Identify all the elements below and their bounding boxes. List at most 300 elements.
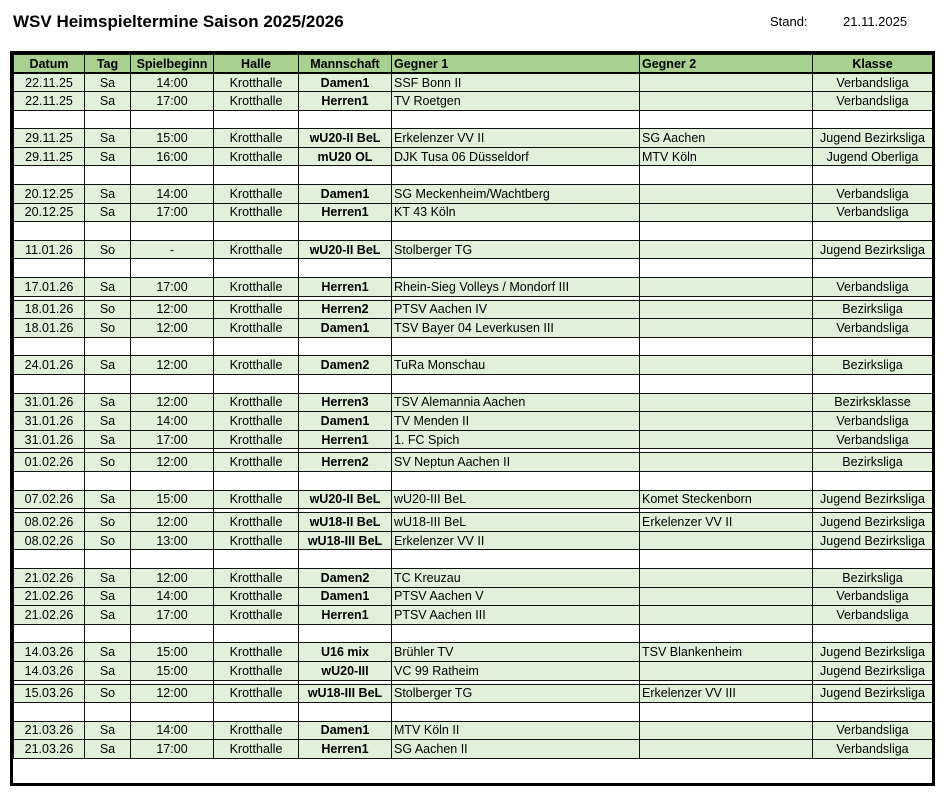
empty-cell: [214, 259, 299, 278]
empty-cell: [640, 259, 813, 278]
page-title: WSV Heimspieltermine Saison 2025/2026: [13, 12, 344, 31]
cell-tag: Sa: [85, 393, 131, 412]
cell-gegner2: [640, 412, 813, 431]
cell-gegner2: [640, 531, 813, 550]
cell-datum: 21.02.26: [14, 587, 85, 606]
cell-halle: Krotthalle: [214, 278, 299, 297]
cell-gegner2: Erkelenzer VV III: [640, 684, 813, 703]
table-row: [14, 278, 933, 297]
cell-tag: Sa: [85, 643, 131, 662]
empty-cell: [131, 259, 214, 278]
cell-gegner2: [640, 185, 813, 204]
table-row: [14, 92, 933, 111]
cell-tag: Sa: [85, 73, 131, 92]
cell-spielbeginn: 17:00: [131, 606, 214, 625]
cell-gegner2: [640, 356, 813, 375]
empty-cell: [85, 703, 131, 722]
cell-gegner1: Erkelenzer VV II: [392, 531, 640, 550]
cell-mannschaft: Damen1: [299, 721, 392, 740]
empty-cell: [14, 471, 85, 490]
empty-cell: [85, 550, 131, 569]
table-row: [14, 721, 933, 740]
cell-halle: Krotthalle: [214, 356, 299, 375]
cell-gegner1: wU18-III BeL: [392, 513, 640, 532]
empty-cell: [813, 110, 933, 129]
empty-cell: [640, 375, 813, 394]
table-row: [14, 643, 933, 662]
empty-cell: [299, 337, 392, 356]
cell-klasse: Bezirksliga: [813, 300, 933, 319]
cell-klasse: Verbandsliga: [813, 740, 933, 759]
empty-cell: [14, 624, 85, 643]
cell-gegner2: [640, 319, 813, 338]
empty-cell: [214, 110, 299, 129]
cell-klasse: Verbandsliga: [813, 203, 933, 222]
stand-date: 21.11.2025: [843, 14, 908, 29]
table-row: [14, 430, 933, 449]
cell-klasse: Verbandsliga: [813, 278, 933, 297]
cell-halle: Krotthalle: [214, 661, 299, 680]
table-row: [14, 300, 933, 319]
cell-spielbeginn: 16:00: [131, 147, 214, 166]
empty-cell: [14, 222, 85, 241]
cell-datum: 17.01.26: [14, 278, 85, 297]
table-row: [14, 740, 933, 759]
table-row: [14, 661, 933, 680]
empty-cell: [392, 166, 640, 185]
empty-cell: [131, 471, 214, 490]
empty-cell: [813, 259, 933, 278]
cell-datum: 07.02.26: [14, 490, 85, 509]
cell-klasse: Jugend Bezirksliga: [813, 129, 933, 148]
cell-mannschaft: wU20-II BeL: [299, 129, 392, 148]
empty-cell: [640, 471, 813, 490]
table-row: [14, 453, 933, 472]
cell-mannschaft: Damen1: [299, 185, 392, 204]
cell-mannschaft: wU20-II BeL: [299, 490, 392, 509]
cell-mannschaft: wU20-III: [299, 661, 392, 680]
cell-halle: Krotthalle: [214, 73, 299, 92]
cell-halle: Krotthalle: [214, 684, 299, 703]
empty-cell: [131, 375, 214, 394]
empty-cell: [640, 110, 813, 129]
cell-datum: 08.02.26: [14, 531, 85, 550]
cell-tag: Sa: [85, 721, 131, 740]
cell-mannschaft: Damen1: [299, 587, 392, 606]
cell-spielbeginn: 12:00: [131, 453, 214, 472]
cell-klasse: Verbandsliga: [813, 185, 933, 204]
empty-cell: [85, 166, 131, 185]
cell-datum: 01.02.26: [14, 453, 85, 472]
cell-halle: Krotthalle: [214, 587, 299, 606]
cell-mannschaft: Herren1: [299, 606, 392, 625]
empty-cell: [640, 703, 813, 722]
empty-cell: [85, 337, 131, 356]
cell-gegner1: KT 43 Köln: [392, 203, 640, 222]
separator-row: [14, 471, 933, 490]
cell-gegner1: SSF Bonn II: [392, 73, 640, 92]
cell-klasse: Verbandsliga: [813, 73, 933, 92]
cell-mannschaft: Damen1: [299, 319, 392, 338]
empty-cell: [85, 222, 131, 241]
cell-gegner1: TSV Bayer 04 Leverkusen III: [392, 319, 640, 338]
cell-mannschaft: Damen2: [299, 568, 392, 587]
col-header-tag: Tag: [85, 55, 131, 74]
separator-row: [14, 166, 933, 185]
empty-cell: [131, 703, 214, 722]
cell-datum: 14.03.26: [14, 661, 85, 680]
cell-halle: Krotthalle: [214, 147, 299, 166]
empty-cell: [299, 222, 392, 241]
cell-spielbeginn: 17:00: [131, 203, 214, 222]
cell-spielbeginn: 15:00: [131, 490, 214, 509]
cell-halle: Krotthalle: [214, 513, 299, 532]
cell-spielbeginn: 15:00: [131, 129, 214, 148]
cell-tag: Sa: [85, 129, 131, 148]
empty-cell: [640, 337, 813, 356]
cell-datum: 15.03.26: [14, 684, 85, 703]
cell-gegner1: SV Neptun Aachen II: [392, 453, 640, 472]
cell-klasse: Verbandsliga: [813, 412, 933, 431]
empty-cell: [14, 259, 85, 278]
empty-cell: [299, 375, 392, 394]
empty-cell: [85, 259, 131, 278]
cell-mannschaft: Herren1: [299, 92, 392, 111]
empty-cell: [131, 110, 214, 129]
empty-cell: [14, 337, 85, 356]
cell-gegner2: MTV Köln: [640, 147, 813, 166]
empty-cell: [392, 703, 640, 722]
cell-gegner1: PTSV Aachen III: [392, 606, 640, 625]
cell-spielbeginn: 15:00: [131, 661, 214, 680]
cell-mannschaft: Herren1: [299, 278, 392, 297]
cell-mannschaft: Herren1: [299, 430, 392, 449]
cell-klasse: Jugend Oberliga: [813, 147, 933, 166]
table-row: [14, 587, 933, 606]
cell-gegner1: 1. FC Spich: [392, 430, 640, 449]
table-row: [14, 531, 933, 550]
cell-gegner2: [640, 73, 813, 92]
cell-tag: So: [85, 240, 131, 259]
separator-row: [14, 259, 933, 278]
empty-cell: [131, 222, 214, 241]
cell-spielbeginn: 12:00: [131, 568, 214, 587]
empty-cell: [640, 222, 813, 241]
table-row: [14, 393, 933, 412]
cell-mannschaft: wU20-II BeL: [299, 240, 392, 259]
cell-gegner2: [640, 393, 813, 412]
cell-spielbeginn: 15:00: [131, 643, 214, 662]
empty-cell: [299, 550, 392, 569]
empty-cell: [299, 703, 392, 722]
cell-gegner1: TV Menden II: [392, 412, 640, 431]
table-row: [14, 147, 933, 166]
separator-row: [14, 624, 933, 643]
schedule-table: [13, 54, 933, 759]
cell-tag: Sa: [85, 185, 131, 204]
empty-cell: [392, 259, 640, 278]
cell-tag: So: [85, 531, 131, 550]
cell-halle: Krotthalle: [214, 129, 299, 148]
col-header-mannschaft: Mannschaft: [299, 55, 392, 74]
empty-cell: [214, 375, 299, 394]
cell-halle: Krotthalle: [214, 185, 299, 204]
cell-tag: Sa: [85, 661, 131, 680]
separator-row: [14, 375, 933, 394]
table-row: [14, 412, 933, 431]
table-row: [14, 606, 933, 625]
cell-klasse: Bezirksliga: [813, 453, 933, 472]
cell-spielbeginn: 17:00: [131, 278, 214, 297]
cell-gegner2: [640, 278, 813, 297]
cell-mannschaft: wU18-II BeL: [299, 513, 392, 532]
cell-mannschaft: Damen2: [299, 356, 392, 375]
table-row: [14, 513, 933, 532]
table-row: [14, 203, 933, 222]
col-header-gegner2: Gegner 2: [640, 55, 813, 74]
cell-spielbeginn: 12:00: [131, 319, 214, 338]
cell-gegner2: [640, 740, 813, 759]
empty-cell: [392, 471, 640, 490]
cell-halle: Krotthalle: [214, 721, 299, 740]
cell-tag: Sa: [85, 430, 131, 449]
col-header-halle: Halle: [214, 55, 299, 74]
empty-cell: [299, 471, 392, 490]
cell-gegner1: PTSV Aachen IV: [392, 300, 640, 319]
table-row: [14, 129, 933, 148]
empty-cell: [14, 166, 85, 185]
cell-tag: Sa: [85, 356, 131, 375]
empty-cell: [299, 110, 392, 129]
table-row: [14, 568, 933, 587]
cell-mannschaft: Herren2: [299, 300, 392, 319]
cell-halle: Krotthalle: [214, 319, 299, 338]
table-row: [14, 356, 933, 375]
empty-cell: [299, 624, 392, 643]
cell-gegner2: [640, 606, 813, 625]
empty-cell: [131, 166, 214, 185]
cell-gegner2: Komet Steckenborn: [640, 490, 813, 509]
cell-klasse: Jugend Bezirksliga: [813, 490, 933, 509]
cell-klasse: Jugend Bezirksliga: [813, 531, 933, 550]
empty-cell: [813, 337, 933, 356]
cell-gegner2: [640, 240, 813, 259]
cell-klasse: Bezirksklasse: [813, 393, 933, 412]
cell-spielbeginn: 17:00: [131, 92, 214, 111]
empty-cell: [85, 471, 131, 490]
cell-gegner2: [640, 661, 813, 680]
cell-tag: Sa: [85, 606, 131, 625]
cell-halle: Krotthalle: [214, 453, 299, 472]
cell-gegner1: MTV Köln II: [392, 721, 640, 740]
cell-datum: 21.03.26: [14, 740, 85, 759]
cell-datum: 31.01.26: [14, 430, 85, 449]
empty-cell: [214, 166, 299, 185]
cell-halle: Krotthalle: [214, 92, 299, 111]
cell-spielbeginn: 12:00: [131, 684, 214, 703]
table-row: [14, 490, 933, 509]
cell-gegner2: Erkelenzer VV II: [640, 513, 813, 532]
col-header-datum: Datum: [14, 55, 85, 74]
cell-mannschaft: wU18-III BeL: [299, 684, 392, 703]
cell-spielbeginn: 12:00: [131, 513, 214, 532]
cell-gegner2: [640, 92, 813, 111]
empty-cell: [214, 550, 299, 569]
cell-spielbeginn: 17:00: [131, 740, 214, 759]
cell-gegner1: Brühler TV: [392, 643, 640, 662]
cell-spielbeginn: 14:00: [131, 721, 214, 740]
header-row: [14, 55, 933, 74]
table-row: [14, 73, 933, 92]
cell-halle: Krotthalle: [214, 203, 299, 222]
cell-klasse: Jugend Bezirksliga: [813, 684, 933, 703]
empty-cell: [813, 166, 933, 185]
cell-datum: 29.11.25: [14, 147, 85, 166]
cell-klasse: Jugend Bezirksliga: [813, 240, 933, 259]
empty-cell: [392, 624, 640, 643]
cell-gegner2: [640, 568, 813, 587]
cell-gegner2: [640, 430, 813, 449]
cell-tag: Sa: [85, 587, 131, 606]
cell-datum: 31.01.26: [14, 412, 85, 431]
cell-klasse: Jugend Bezirksliga: [813, 643, 933, 662]
cell-tag: So: [85, 453, 131, 472]
empty-cell: [392, 222, 640, 241]
empty-cell: [14, 375, 85, 394]
empty-cell: [813, 624, 933, 643]
cell-gegner2: [640, 453, 813, 472]
cell-mannschaft: Damen1: [299, 73, 392, 92]
cell-gegner1: SG Meckenheim/Wachtberg: [392, 185, 640, 204]
cell-tag: So: [85, 513, 131, 532]
cell-halle: Krotthalle: [214, 568, 299, 587]
empty-cell: [14, 703, 85, 722]
schedule-sheet: [10, 51, 935, 786]
cell-tag: Sa: [85, 740, 131, 759]
cell-gegner1: Rhein-Sieg Volleys / Mondorf III: [392, 278, 640, 297]
cell-gegner2: [640, 721, 813, 740]
cell-klasse: Bezirksliga: [813, 356, 933, 375]
cell-mannschaft: Herren1: [299, 203, 392, 222]
cell-gegner2: [640, 300, 813, 319]
col-header-gegner1: Gegner 1: [392, 55, 640, 74]
empty-cell: [392, 337, 640, 356]
empty-cell: [131, 337, 214, 356]
cell-datum: 24.01.26: [14, 356, 85, 375]
cell-spielbeginn: 12:00: [131, 300, 214, 319]
cell-halle: Krotthalle: [214, 740, 299, 759]
empty-cell: [214, 703, 299, 722]
cell-halle: Krotthalle: [214, 430, 299, 449]
cell-datum: 18.01.26: [14, 300, 85, 319]
empty-cell: [813, 375, 933, 394]
cell-klasse: Verbandsliga: [813, 319, 933, 338]
separator-row: [14, 337, 933, 356]
empty-cell: [214, 624, 299, 643]
cell-spielbeginn: 14:00: [131, 412, 214, 431]
cell-klasse: Verbandsliga: [813, 606, 933, 625]
separator-row: [14, 110, 933, 129]
cell-tag: Sa: [85, 278, 131, 297]
separator-row: [14, 550, 933, 569]
cell-datum: 20.12.25: [14, 203, 85, 222]
cell-gegner2: [640, 203, 813, 222]
empty-cell: [131, 624, 214, 643]
table-row: [14, 319, 933, 338]
empty-cell: [813, 222, 933, 241]
cell-mannschaft: wU18-III BeL: [299, 531, 392, 550]
empty-cell: [299, 259, 392, 278]
cell-tag: Sa: [85, 147, 131, 166]
empty-cell: [640, 166, 813, 185]
cell-gegner1: TV Roetgen: [392, 92, 640, 111]
cell-gegner1: PTSV Aachen V: [392, 587, 640, 606]
cell-mannschaft: Herren2: [299, 453, 392, 472]
cell-halle: Krotthalle: [214, 490, 299, 509]
cell-tag: So: [85, 300, 131, 319]
cell-gegner1: Stolberger TG: [392, 240, 640, 259]
empty-cell: [640, 624, 813, 643]
cell-datum: 31.01.26: [14, 393, 85, 412]
cell-mannschaft: Herren3: [299, 393, 392, 412]
cell-gegner2: [640, 587, 813, 606]
separator-row: [14, 703, 933, 722]
cell-klasse: Verbandsliga: [813, 92, 933, 111]
empty-cell: [85, 375, 131, 394]
cell-gegner1: VC 99 Ratheim: [392, 661, 640, 680]
cell-gegner1: Stolberger TG: [392, 684, 640, 703]
cell-mannschaft: mU20 OL: [299, 147, 392, 166]
cell-gegner1: Erkelenzer VV II: [392, 129, 640, 148]
cell-spielbeginn: -: [131, 240, 214, 259]
cell-gegner1: SG Aachen II: [392, 740, 640, 759]
cell-spielbeginn: 12:00: [131, 393, 214, 412]
cell-gegner1: TuRa Monschau: [392, 356, 640, 375]
cell-halle: Krotthalle: [214, 393, 299, 412]
cell-gegner1: DJK Tusa 06 Düsseldorf: [392, 147, 640, 166]
cell-datum: 21.02.26: [14, 606, 85, 625]
col-header-klasse: Klasse: [813, 55, 933, 74]
cell-klasse: Verbandsliga: [813, 430, 933, 449]
empty-cell: [813, 471, 933, 490]
cell-halle: Krotthalle: [214, 643, 299, 662]
cell-datum: 14.03.26: [14, 643, 85, 662]
cell-datum: 20.12.25: [14, 185, 85, 204]
cell-klasse: Bezirksliga: [813, 568, 933, 587]
cell-spielbeginn: 12:00: [131, 356, 214, 375]
empty-cell: [214, 337, 299, 356]
cell-spielbeginn: 13:00: [131, 531, 214, 550]
cell-datum: 08.02.26: [14, 513, 85, 532]
cell-gegner2: TSV Blankenheim: [640, 643, 813, 662]
cell-halle: Krotthalle: [214, 412, 299, 431]
cell-datum: 11.01.26: [14, 240, 85, 259]
empty-cell: [813, 703, 933, 722]
cell-klasse: Verbandsliga: [813, 721, 933, 740]
cell-tag: So: [85, 319, 131, 338]
cell-datum: 22.11.25: [14, 73, 85, 92]
empty-cell: [14, 550, 85, 569]
cell-mannschaft: U16 mix: [299, 643, 392, 662]
empty-cell: [85, 624, 131, 643]
cell-tag: Sa: [85, 92, 131, 111]
empty-cell: [640, 550, 813, 569]
cell-gegner1: TSV Alemannia Aachen: [392, 393, 640, 412]
cell-halle: Krotthalle: [214, 240, 299, 259]
empty-cell: [85, 110, 131, 129]
cell-mannschaft: Herren1: [299, 740, 392, 759]
table-row: [14, 185, 933, 204]
